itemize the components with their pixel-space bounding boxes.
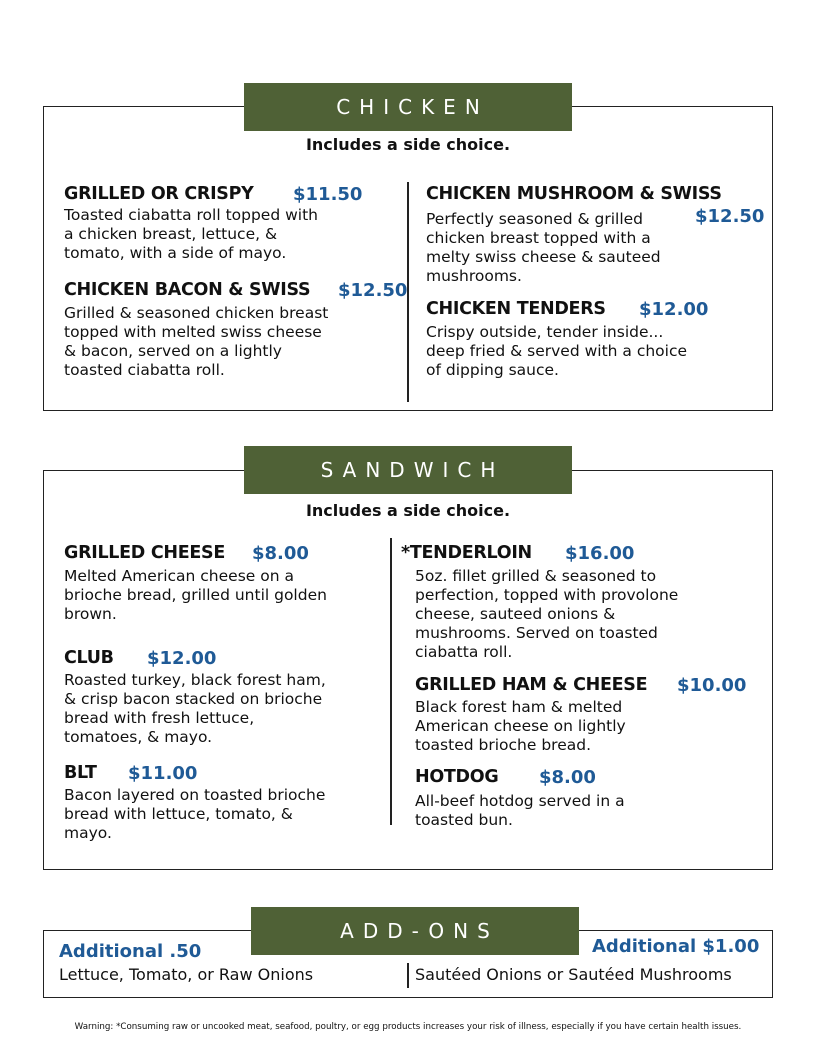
item-price: $16.00	[565, 543, 635, 564]
item-description: Black forest ham & melted American cheese on lightly toasted brioche bread.	[415, 698, 626, 754]
item-name: CHICKEN MUSHROOM & SWISS	[426, 184, 722, 204]
item-price: $11.00	[128, 763, 198, 784]
item-price: $8.00	[252, 543, 309, 564]
item-description: All-beef hotdog served in a toasted bun.	[415, 792, 625, 829]
item-name: BLT	[64, 763, 97, 783]
addon-left-title: Additional .50	[59, 941, 202, 962]
item-name: GRILLED OR CRISPY	[64, 184, 254, 204]
addon-right-text: Sautéed Onions or Sautéed Mushrooms	[415, 965, 732, 984]
item-description: Toasted ciabatta roll topped with a chicken breast, lettuce, & tomato, with a side of mayo.	[64, 206, 318, 262]
addons-banner: ADD-ONS	[251, 907, 579, 955]
item-price: $12.00	[147, 648, 217, 669]
item-name: CHICKEN BACON & SWISS	[64, 280, 311, 300]
item-price: $8.00	[539, 767, 596, 788]
item-description: Melted American cheese on a brioche bread, grilled until golden brown.	[64, 567, 327, 623]
item-description: 5oz. fillet grilled & seasoned to perfection, topped with provolone cheese, sauteed onions & mushrooms. Served on toasted ciabatta roll.	[415, 567, 679, 661]
item-name: CLUB	[64, 648, 114, 668]
item-description: Perfectly seasoned & grilled chicken breast topped with a melty swiss cheese & sauteed mushrooms.	[426, 210, 661, 285]
item-description: Bacon layered on toasted brioche bread with lettuce, tomato, & mayo.	[64, 786, 326, 842]
sandwich-divider	[390, 538, 392, 825]
item-name: HOTDOG	[415, 767, 499, 787]
item-price: $11.50	[293, 184, 363, 205]
addons-divider	[407, 963, 409, 988]
chicken-banner: CHICKEN	[244, 83, 572, 131]
item-price: $12.00	[639, 299, 709, 320]
sandwich-note: Includes a side choice.	[305, 501, 511, 520]
item-name: CHICKEN TENDERS	[426, 299, 606, 319]
item-description: Roasted turkey, black forest ham, & crisp bacon stacked on brioche bread with fresh lettuce, tomatoes, & mayo.	[64, 671, 326, 746]
chicken-note: Includes a side choice.	[305, 135, 511, 154]
item-name: *TENDERLOIN	[401, 543, 532, 563]
item-price: $12.50	[338, 280, 408, 301]
item-price: $10.00	[677, 675, 747, 696]
addon-right-title: Additional $1.00	[592, 936, 760, 957]
item-description: Crispy outside, tender inside... deep fried & served with a choice of dipping sauce.	[426, 323, 688, 379]
item-price: $12.50	[695, 206, 765, 227]
item-name: GRILLED HAM & CHEESE	[415, 675, 648, 695]
addon-left-text: Lettuce, Tomato, or Raw Onions	[59, 965, 314, 984]
sandwich-banner: SANDWICH	[244, 446, 572, 494]
item-name: GRILLED CHEESE	[64, 543, 225, 563]
warning-note: Warning: *Consuming raw or uncooked meat, seafood, poultry, or egg products increases your risk of illness, especially if you have certain health issues.	[74, 1022, 742, 1032]
item-description: Grilled & seasoned chicken breast topped with melted swiss cheese & bacon, served on a lightly toasted ciabatta roll.	[64, 304, 329, 379]
